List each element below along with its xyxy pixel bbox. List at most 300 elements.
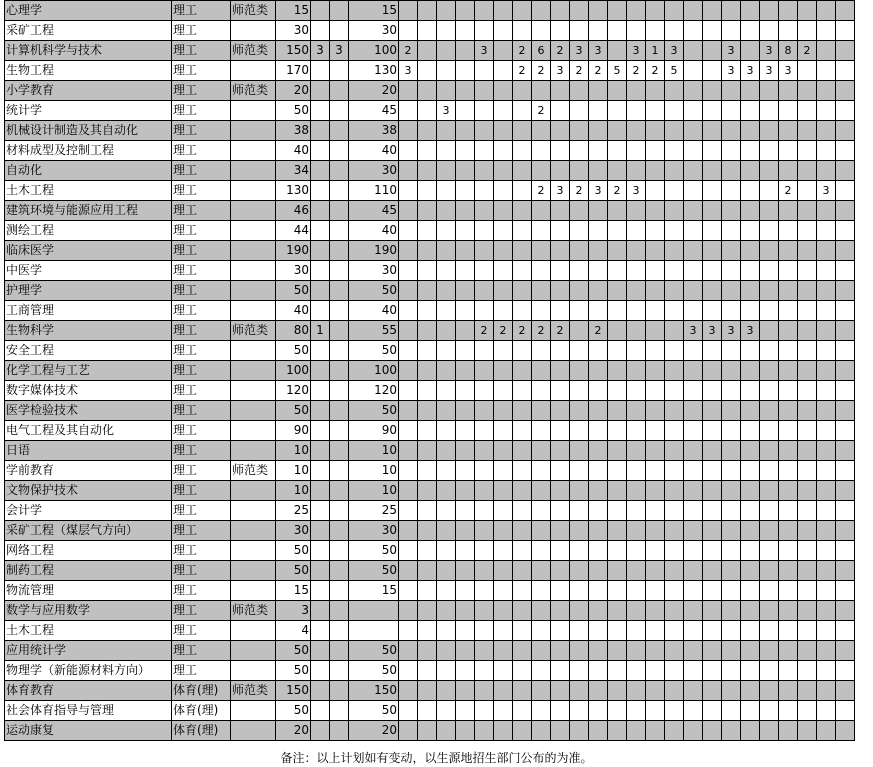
major-name-cell: 小学教育 xyxy=(5,81,172,101)
province-quota-cell xyxy=(836,681,855,701)
province-quota-cell xyxy=(513,441,532,461)
province-quota-cell xyxy=(703,461,722,481)
province-quota-cell xyxy=(494,81,513,101)
quota-col2-cell xyxy=(330,181,349,201)
province-quota-cell xyxy=(684,361,703,381)
province-quota-cell xyxy=(741,461,760,481)
province-quota-cell: 3 xyxy=(665,41,684,61)
province-quota-cell xyxy=(684,41,703,61)
province-quota-cell xyxy=(760,601,779,621)
province-quota-cell xyxy=(418,241,437,261)
province-quota-cell xyxy=(684,1,703,21)
province-quota-cell: 5 xyxy=(608,61,627,81)
quota-col2-cell xyxy=(330,261,349,281)
province-quota-cell xyxy=(798,441,817,461)
province-quota-cell xyxy=(570,381,589,401)
province-quota-cell xyxy=(418,621,437,641)
province-quota-cell xyxy=(646,181,665,201)
province-quota-cell xyxy=(817,541,836,561)
major-name-cell: 自动化 xyxy=(5,161,172,181)
province-quota-cell xyxy=(551,501,570,521)
province-quota-cell xyxy=(475,501,494,521)
province-quota-cell xyxy=(684,381,703,401)
quota-col2-cell xyxy=(330,201,349,221)
table-row xyxy=(5,501,855,521)
province-quota-cell xyxy=(665,601,684,621)
province-quota-cell xyxy=(646,221,665,241)
province-quota-cell xyxy=(836,401,855,421)
total-count-cell: 120 xyxy=(276,381,311,401)
total-count-cell: 150 xyxy=(276,681,311,701)
quota-col2-cell xyxy=(330,641,349,661)
province-quota-cell xyxy=(494,1,513,21)
province-quota-cell xyxy=(456,21,475,41)
province-quota-cell xyxy=(456,181,475,201)
province-quota-cell xyxy=(798,521,817,541)
table-row xyxy=(5,521,855,541)
province-quota-cell xyxy=(532,441,551,461)
province-quota-cell xyxy=(779,621,798,641)
province-quota-cell xyxy=(570,321,589,341)
province-quota-cell xyxy=(817,101,836,121)
province-quota-cell xyxy=(703,561,722,581)
province-quota-cell xyxy=(551,381,570,401)
province-quota-cell: 3 xyxy=(741,61,760,81)
province-quota-cell xyxy=(760,1,779,21)
province-quota-cell xyxy=(608,621,627,641)
province-quota-cell xyxy=(627,421,646,441)
province-quota-cell xyxy=(646,681,665,701)
province-quota-cell xyxy=(513,221,532,241)
total-count-cell: 10 xyxy=(276,481,311,501)
province-quota-cell xyxy=(703,281,722,301)
province-quota-cell xyxy=(589,301,608,321)
province-quota-cell xyxy=(513,21,532,41)
province-quota-cell xyxy=(684,681,703,701)
remark-cell xyxy=(231,481,276,501)
province-quota-cell xyxy=(589,441,608,461)
province-quota-cell xyxy=(570,221,589,241)
subject-category-cell: 理工 xyxy=(172,161,231,181)
province-quota-cell xyxy=(589,281,608,301)
province-quota-cell xyxy=(437,441,456,461)
table-row xyxy=(5,421,855,441)
province-quota-cell xyxy=(570,361,589,381)
plan-count-cell: 15 xyxy=(349,1,399,21)
province-quota-cell xyxy=(475,301,494,321)
remark-cell xyxy=(231,541,276,561)
province-quota-cell xyxy=(722,581,741,601)
province-quota-cell xyxy=(741,421,760,441)
major-name-cell: 统计学 xyxy=(5,101,172,121)
province-quota-cell xyxy=(703,301,722,321)
province-quota-cell xyxy=(627,301,646,321)
province-quota-cell xyxy=(798,241,817,261)
province-quota-cell xyxy=(817,621,836,641)
province-quota-cell xyxy=(684,21,703,41)
province-quota-cell xyxy=(456,241,475,261)
province-quota-cell xyxy=(608,41,627,61)
province-quota-cell xyxy=(665,581,684,601)
province-quota-cell xyxy=(703,1,722,21)
province-quota-cell xyxy=(399,381,418,401)
province-quota-cell: 2 xyxy=(779,181,798,201)
province-quota-cell xyxy=(418,601,437,621)
plan-count-cell: 50 xyxy=(349,661,399,681)
table-row xyxy=(5,621,855,641)
province-quota-cell xyxy=(665,681,684,701)
province-quota-cell xyxy=(836,501,855,521)
province-quota-cell xyxy=(722,381,741,401)
province-quota-cell xyxy=(551,641,570,661)
province-quota-cell xyxy=(836,521,855,541)
total-count-cell: 38 xyxy=(276,121,311,141)
province-quota-cell xyxy=(608,281,627,301)
province-quota-cell xyxy=(418,681,437,701)
province-quota-cell xyxy=(608,81,627,101)
province-quota-cell: 3 xyxy=(741,321,760,341)
province-quota-cell xyxy=(570,1,589,21)
total-count-cell: 50 xyxy=(276,401,311,421)
province-quota-cell xyxy=(836,441,855,461)
quota-col2-cell xyxy=(330,381,349,401)
province-quota-cell xyxy=(703,221,722,241)
province-quota-cell xyxy=(703,201,722,221)
province-quota-cell xyxy=(570,641,589,661)
province-quota-cell xyxy=(399,441,418,461)
province-quota-cell xyxy=(532,341,551,361)
province-quota-cell xyxy=(760,341,779,361)
quota-col1-cell xyxy=(311,601,330,621)
province-quota-cell xyxy=(760,541,779,561)
province-quota-cell xyxy=(665,481,684,501)
province-quota-cell: 3 xyxy=(475,41,494,61)
quota-col1-cell xyxy=(311,1,330,21)
remark-cell xyxy=(231,301,276,321)
province-quota-cell xyxy=(722,721,741,741)
province-quota-cell xyxy=(836,241,855,261)
province-quota-cell xyxy=(589,241,608,261)
province-quota-cell xyxy=(779,241,798,261)
province-quota-cell: 2 xyxy=(551,321,570,341)
province-quota-cell xyxy=(589,581,608,601)
province-quota-cell xyxy=(646,521,665,541)
quota-col2-cell xyxy=(330,521,349,541)
province-quota-cell xyxy=(418,301,437,321)
major-name-cell: 网络工程 xyxy=(5,541,172,561)
province-quota-cell xyxy=(779,261,798,281)
province-quota-cell xyxy=(608,641,627,661)
province-quota-cell xyxy=(798,81,817,101)
quota-col2-cell xyxy=(330,361,349,381)
province-quota-cell xyxy=(494,141,513,161)
province-quota-cell xyxy=(475,641,494,661)
province-quota-cell xyxy=(570,581,589,601)
remark-cell xyxy=(231,581,276,601)
province-quota-cell xyxy=(646,161,665,181)
province-quota-cell xyxy=(608,241,627,261)
total-count-cell: 50 xyxy=(276,701,311,721)
province-quota-cell xyxy=(608,521,627,541)
province-quota-cell xyxy=(418,61,437,81)
province-quota-cell xyxy=(494,601,513,621)
province-quota-cell xyxy=(779,721,798,741)
major-name-cell: 化学工程与工艺 xyxy=(5,361,172,381)
province-quota-cell xyxy=(665,521,684,541)
province-quota-cell: 2 xyxy=(589,61,608,81)
quota-col2-cell xyxy=(330,241,349,261)
province-quota-cell xyxy=(798,21,817,41)
province-quota-cell xyxy=(836,421,855,441)
province-quota-cell xyxy=(475,61,494,81)
province-quota-cell xyxy=(418,521,437,541)
province-quota-cell xyxy=(532,641,551,661)
province-quota-cell: 3 xyxy=(551,61,570,81)
province-quota-cell xyxy=(551,141,570,161)
total-count-cell: 15 xyxy=(276,581,311,601)
province-quota-cell xyxy=(703,81,722,101)
quota-col2-cell xyxy=(330,121,349,141)
province-quota-cell xyxy=(589,721,608,741)
total-count-cell: 40 xyxy=(276,141,311,161)
province-quota-cell xyxy=(684,721,703,741)
major-name-cell: 采矿工程 xyxy=(5,21,172,41)
province-quota-cell xyxy=(684,621,703,641)
total-count-cell: 50 xyxy=(276,101,311,121)
province-quota-cell xyxy=(456,641,475,661)
province-quota-cell xyxy=(513,1,532,21)
province-quota-cell: 3 xyxy=(684,321,703,341)
province-quota-cell xyxy=(627,81,646,101)
table-row xyxy=(5,601,855,621)
province-quota-cell: 2 xyxy=(513,321,532,341)
major-name-cell: 材料成型及控制工程 xyxy=(5,141,172,161)
province-quota-cell xyxy=(437,21,456,41)
remark-cell xyxy=(231,101,276,121)
total-count-cell: 3 xyxy=(276,601,311,621)
province-quota-cell xyxy=(760,361,779,381)
province-quota-cell xyxy=(589,561,608,581)
province-quota-cell xyxy=(760,461,779,481)
subject-category-cell: 理工 xyxy=(172,261,231,281)
province-quota-cell xyxy=(570,261,589,281)
province-quota-cell xyxy=(456,601,475,621)
province-quota-cell xyxy=(798,561,817,581)
province-quota-cell xyxy=(475,381,494,401)
province-quota-cell xyxy=(532,521,551,541)
quota-col1-cell xyxy=(311,161,330,181)
total-count-cell: 10 xyxy=(276,461,311,481)
major-name-cell: 生物科学 xyxy=(5,321,172,341)
province-quota-cell xyxy=(703,521,722,541)
subject-category-cell: 理工 xyxy=(172,301,231,321)
quota-col2-cell xyxy=(330,281,349,301)
province-quota-cell xyxy=(836,141,855,161)
province-quota-cell xyxy=(817,501,836,521)
province-quota-cell xyxy=(722,21,741,41)
plan-count-cell xyxy=(349,621,399,641)
subject-category-cell: 理工 xyxy=(172,321,231,341)
province-quota-cell xyxy=(418,421,437,441)
province-quota-cell xyxy=(494,421,513,441)
total-count-cell: 90 xyxy=(276,421,311,441)
province-quota-cell xyxy=(741,601,760,621)
province-quota-cell xyxy=(684,481,703,501)
province-quota-cell xyxy=(703,261,722,281)
province-quota-cell xyxy=(665,241,684,261)
province-quota-cell xyxy=(494,121,513,141)
plan-count-cell: 45 xyxy=(349,201,399,221)
table-row xyxy=(5,161,855,181)
province-quota-cell xyxy=(703,181,722,201)
province-quota-cell xyxy=(722,481,741,501)
province-quota-cell xyxy=(456,721,475,741)
province-quota-cell xyxy=(456,421,475,441)
province-quota-cell xyxy=(456,301,475,321)
province-quota-cell xyxy=(817,661,836,681)
province-quota-cell xyxy=(608,361,627,381)
province-quota-cell xyxy=(589,381,608,401)
quota-col2-cell xyxy=(330,221,349,241)
province-quota-cell xyxy=(665,261,684,281)
subject-category-cell: 理工 xyxy=(172,561,231,581)
province-quota-cell xyxy=(646,421,665,441)
province-quota-cell xyxy=(418,721,437,741)
quota-col2-cell xyxy=(330,721,349,741)
province-quota-cell: 3 xyxy=(722,321,741,341)
province-quota-cell xyxy=(570,421,589,441)
subject-category-cell: 理工 xyxy=(172,21,231,41)
total-count-cell: 10 xyxy=(276,441,311,461)
plan-count-cell: 38 xyxy=(349,121,399,141)
province-quota-cell xyxy=(475,361,494,381)
province-quota-cell xyxy=(551,361,570,381)
table-row xyxy=(5,381,855,401)
province-quota-cell: 2 xyxy=(475,321,494,341)
province-quota-cell xyxy=(608,501,627,521)
province-quota-cell xyxy=(437,241,456,261)
province-quota-cell xyxy=(513,141,532,161)
major-name-cell: 体育教育 xyxy=(5,681,172,701)
province-quota-cell xyxy=(741,541,760,561)
province-quota-cell xyxy=(627,161,646,181)
province-quota-cell xyxy=(627,281,646,301)
province-quota-cell xyxy=(798,381,817,401)
province-quota-cell xyxy=(532,721,551,741)
province-quota-cell xyxy=(703,41,722,61)
province-quota-cell xyxy=(494,701,513,721)
province-quota-cell xyxy=(418,141,437,161)
quota-col2-cell xyxy=(330,301,349,321)
province-quota-cell xyxy=(760,241,779,261)
province-quota-cell xyxy=(551,661,570,681)
province-quota-cell xyxy=(608,561,627,581)
province-quota-cell xyxy=(456,381,475,401)
province-quota-cell xyxy=(513,281,532,301)
table-row xyxy=(5,321,855,341)
province-quota-cell xyxy=(551,241,570,261)
province-quota-cell: 5 xyxy=(665,61,684,81)
province-quota-cell xyxy=(817,121,836,141)
province-quota-cell xyxy=(722,301,741,321)
province-quota-cell xyxy=(589,661,608,681)
province-quota-cell xyxy=(798,421,817,441)
quota-col1-cell xyxy=(311,81,330,101)
province-quota-cell xyxy=(836,701,855,721)
province-quota-cell xyxy=(817,201,836,221)
table-row xyxy=(5,641,855,661)
province-quota-cell xyxy=(418,221,437,241)
province-quota-cell xyxy=(760,621,779,641)
province-quota-cell xyxy=(836,221,855,241)
province-quota-cell: 2 xyxy=(513,61,532,81)
province-quota-cell xyxy=(437,41,456,61)
quota-col1-cell xyxy=(311,21,330,41)
province-quota-cell xyxy=(627,381,646,401)
province-quota-cell xyxy=(665,361,684,381)
province-quota-cell xyxy=(646,121,665,141)
province-quota-cell xyxy=(456,121,475,141)
province-quota-cell xyxy=(532,361,551,381)
province-quota-cell xyxy=(532,701,551,721)
province-quota-cell xyxy=(684,501,703,521)
province-quota-cell xyxy=(608,721,627,741)
province-quota-cell xyxy=(817,341,836,361)
province-quota-cell xyxy=(722,421,741,441)
province-quota-cell xyxy=(722,141,741,161)
province-quota-cell xyxy=(589,261,608,281)
province-quota-cell xyxy=(779,221,798,241)
province-quota-cell: 2 xyxy=(532,181,551,201)
quota-col2-cell xyxy=(330,601,349,621)
remark-cell xyxy=(231,521,276,541)
province-quota-cell xyxy=(532,541,551,561)
province-quota-cell xyxy=(741,241,760,261)
province-quota-cell xyxy=(437,681,456,701)
quota-col1-cell xyxy=(311,201,330,221)
province-quota-cell xyxy=(684,641,703,661)
province-quota-cell xyxy=(418,661,437,681)
total-count-cell: 190 xyxy=(276,241,311,261)
plan-count-cell: 110 xyxy=(349,181,399,201)
total-count-cell: 20 xyxy=(276,721,311,741)
province-quota-cell xyxy=(456,141,475,161)
remark-cell xyxy=(231,241,276,261)
province-quota-cell xyxy=(494,201,513,221)
province-quota-cell xyxy=(475,161,494,181)
province-quota-cell xyxy=(513,121,532,141)
remark-cell: 师范类 xyxy=(231,461,276,481)
province-quota-cell xyxy=(532,461,551,481)
province-quota-cell xyxy=(570,601,589,621)
province-quota-cell xyxy=(608,541,627,561)
major-name-cell: 临床医学 xyxy=(5,241,172,261)
plan-count-cell: 10 xyxy=(349,481,399,501)
remark-cell xyxy=(231,281,276,301)
province-quota-cell xyxy=(513,541,532,561)
province-quota-cell xyxy=(741,441,760,461)
province-quota-cell xyxy=(475,521,494,541)
province-quota-cell xyxy=(836,1,855,21)
province-quota-cell: 2 xyxy=(627,61,646,81)
province-quota-cell xyxy=(741,21,760,41)
province-quota-cell: 2 xyxy=(646,61,665,81)
province-quota-cell xyxy=(817,481,836,501)
subject-category-cell: 体育(理) xyxy=(172,681,231,701)
plan-count-cell: 30 xyxy=(349,161,399,181)
province-quota-cell xyxy=(570,241,589,261)
province-quota-cell xyxy=(665,281,684,301)
